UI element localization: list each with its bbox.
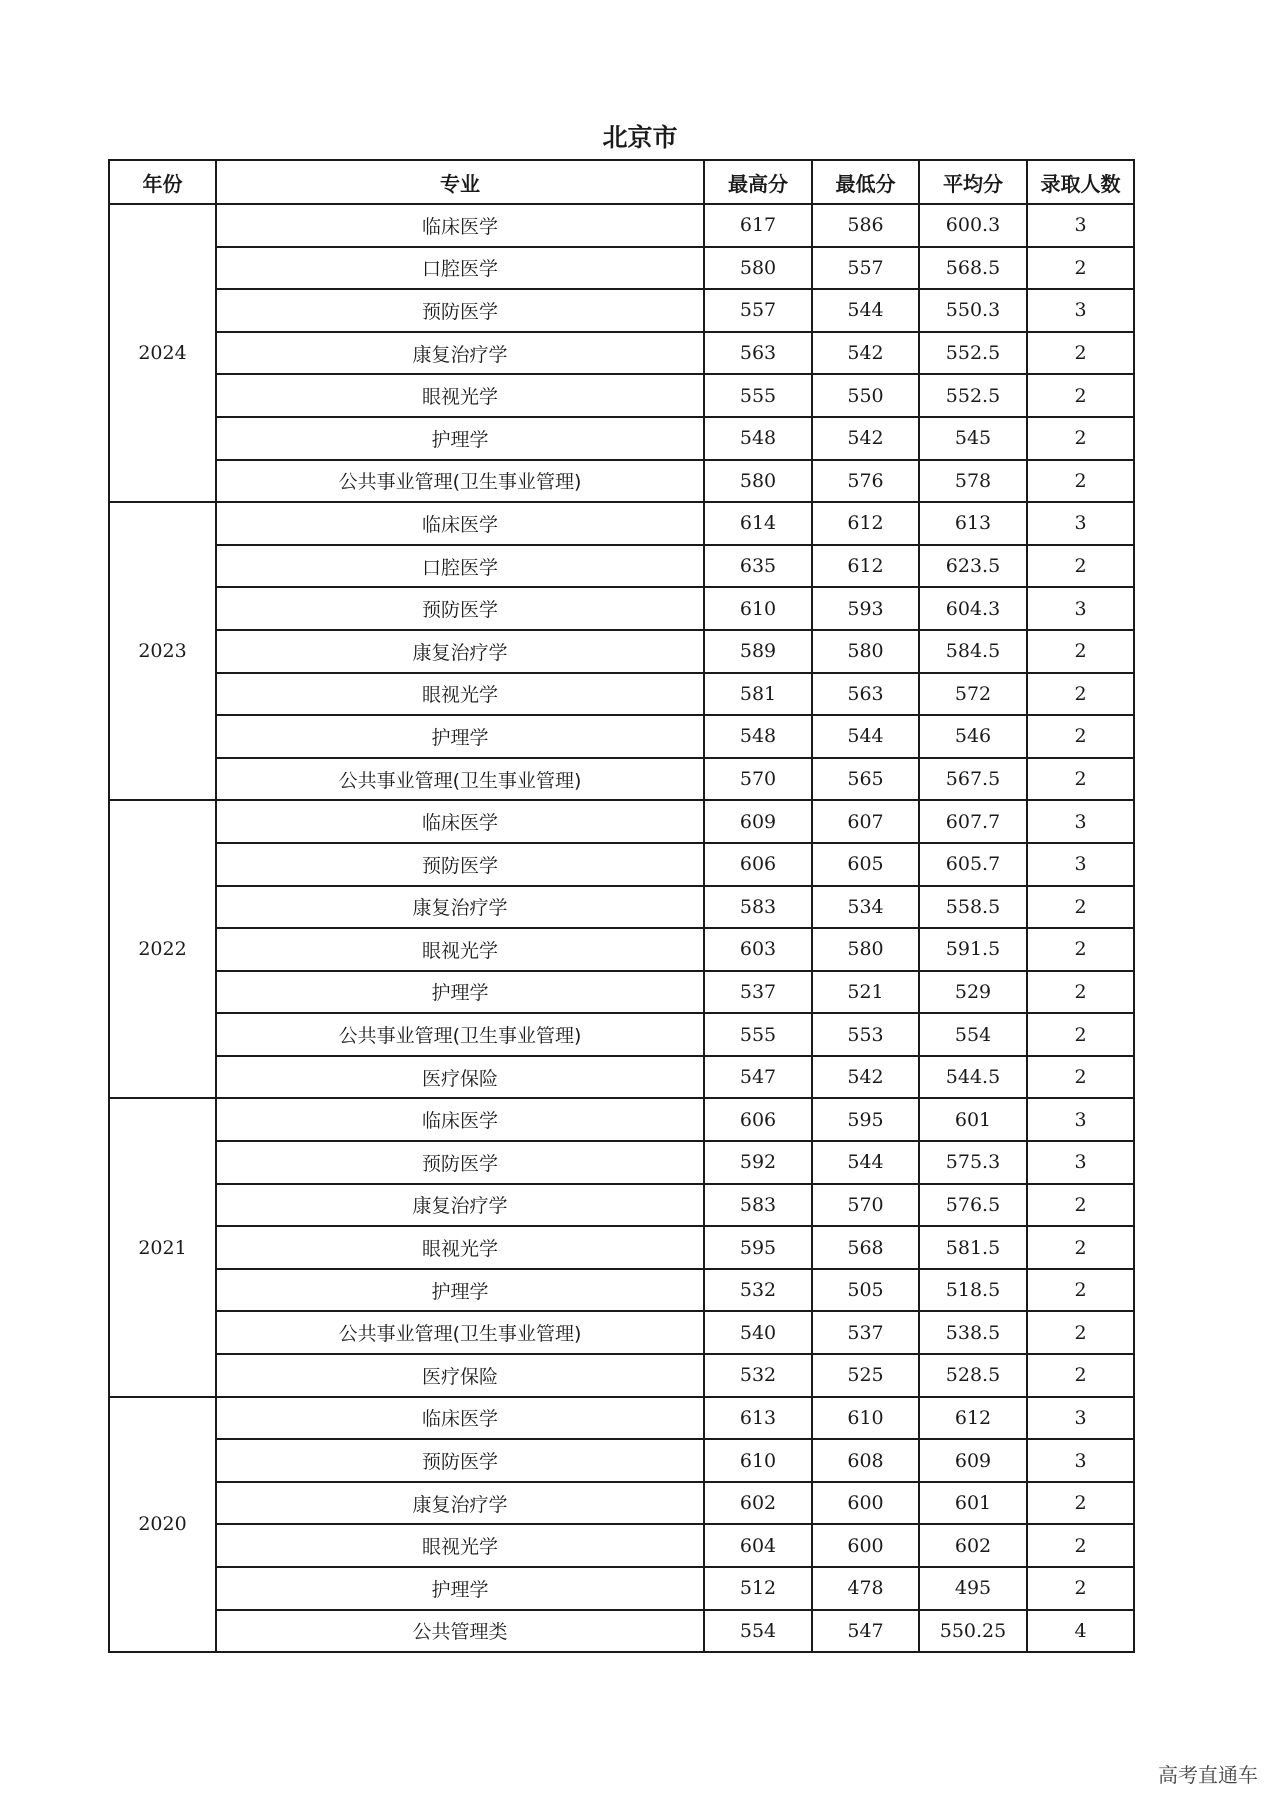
cell-avg-score: 601 <box>919 1482 1027 1525</box>
cell-avg-score: 612 <box>919 1397 1027 1440</box>
table-row <box>109 928 1134 971</box>
page-title: 北京市 <box>602 123 678 152</box>
cell-avg-score: 495 <box>919 1567 1027 1610</box>
table-row <box>109 332 1134 375</box>
cell-max-score: 548 <box>704 417 812 460</box>
cell-year: 2021 <box>109 1098 216 1396</box>
cell-major: 眼视光学 <box>216 1226 704 1269</box>
cell-major: 眼视光学 <box>216 928 704 971</box>
cell-major: 预防医学 <box>216 843 704 886</box>
cell-admitted-count: 2 <box>1027 1013 1134 1056</box>
cell-major: 公共事业管理(卫生事业管理) <box>216 1311 704 1354</box>
cell-avg-score: 609 <box>919 1439 1027 1482</box>
cell-admitted-count: 2 <box>1027 630 1134 673</box>
cell-min-score: 534 <box>812 886 919 929</box>
cell-admitted-count: 2 <box>1027 1482 1134 1525</box>
cell-max-score: 580 <box>704 460 812 503</box>
cell-admitted-count: 3 <box>1027 800 1134 843</box>
cell-max-score: 555 <box>704 374 812 417</box>
cell-avg-score: 591.5 <box>919 928 1027 971</box>
cell-major: 公共管理类 <box>216 1610 704 1653</box>
cell-min-score: 542 <box>812 417 919 460</box>
cell-year: 2020 <box>109 1397 216 1653</box>
table-row <box>109 1567 1134 1610</box>
cell-admitted-count: 3 <box>1027 843 1134 886</box>
cell-admitted-count: 3 <box>1027 502 1134 545</box>
cell-avg-score: 544.5 <box>919 1056 1027 1099</box>
cell-admitted-count: 2 <box>1027 417 1134 460</box>
cell-max-score: 580 <box>704 247 812 290</box>
cell-major: 康复治疗学 <box>216 630 704 673</box>
table-row <box>109 587 1134 630</box>
cell-min-score: 565 <box>812 758 919 801</box>
cell-admitted-count: 2 <box>1027 1354 1134 1397</box>
cell-admitted-count: 4 <box>1027 1610 1134 1653</box>
cell-year: 2024 <box>109 204 216 502</box>
cell-max-score: 603 <box>704 928 812 971</box>
table-row <box>109 1098 1134 1141</box>
cell-year: 2022 <box>109 800 216 1098</box>
cell-major: 公共事业管理(卫生事业管理) <box>216 460 704 503</box>
cell-avg-score: 558.5 <box>919 886 1027 929</box>
header-row <box>109 160 1134 204</box>
cell-min-score: 550 <box>812 374 919 417</box>
cell-max-score: 610 <box>704 587 812 630</box>
cell-max-score: 614 <box>704 502 812 545</box>
table-row <box>109 843 1134 886</box>
cell-major: 预防医学 <box>216 587 704 630</box>
cell-admitted-count: 2 <box>1027 374 1134 417</box>
cell-avg-score: 581.5 <box>919 1226 1027 1269</box>
header-min-score: 最低分 <box>812 160 919 204</box>
cell-admitted-count: 2 <box>1027 1567 1134 1610</box>
cell-admitted-count: 2 <box>1027 1524 1134 1567</box>
cell-max-score: 604 <box>704 1524 812 1567</box>
cell-major: 临床医学 <box>216 1397 704 1440</box>
table-row <box>109 673 1134 716</box>
cell-major: 眼视光学 <box>216 673 704 716</box>
cell-min-score: 600 <box>812 1524 919 1567</box>
header-year: 年份 <box>109 160 216 204</box>
cell-avg-score: 546 <box>919 715 1027 758</box>
cell-max-score: 583 <box>704 886 812 929</box>
cell-avg-score: 604.3 <box>919 587 1027 630</box>
table-row <box>109 502 1134 545</box>
cell-max-score: 592 <box>704 1141 812 1184</box>
cell-max-score: 532 <box>704 1354 812 1397</box>
cell-min-score: 521 <box>812 971 919 1014</box>
table-row <box>109 1482 1134 1525</box>
cell-max-score: 557 <box>704 289 812 332</box>
cell-min-score: 586 <box>812 204 919 247</box>
header-max-score: 最高分 <box>704 160 812 204</box>
cell-admitted-count: 3 <box>1027 1098 1134 1141</box>
cell-admitted-count: 3 <box>1027 1397 1134 1440</box>
table-row <box>109 1610 1134 1653</box>
table-row <box>109 1311 1134 1354</box>
cell-min-score: 505 <box>812 1269 919 1312</box>
table-row <box>109 800 1134 843</box>
cell-major: 护理学 <box>216 1567 704 1610</box>
table-row <box>109 204 1134 247</box>
cell-admitted-count: 2 <box>1027 971 1134 1014</box>
header-avg-score: 平均分 <box>919 160 1027 204</box>
table-row <box>109 289 1134 332</box>
table-row <box>109 545 1134 588</box>
cell-major: 口腔医学 <box>216 545 704 588</box>
cell-major: 康复治疗学 <box>216 886 704 929</box>
cell-avg-score: 528.5 <box>919 1354 1027 1397</box>
cell-min-score: 576 <box>812 460 919 503</box>
cell-max-score: 512 <box>704 1567 812 1610</box>
table-header <box>109 160 1134 204</box>
cell-min-score: 568 <box>812 1226 919 1269</box>
cell-avg-score: 600.3 <box>919 204 1027 247</box>
cell-admitted-count: 2 <box>1027 1226 1134 1269</box>
cell-admitted-count: 2 <box>1027 247 1134 290</box>
table-row <box>109 1226 1134 1269</box>
watermark-text: 高考直通车 <box>1158 1763 1258 1787</box>
table-row <box>109 374 1134 417</box>
cell-avg-score: 602 <box>919 1524 1027 1567</box>
cell-max-score: 595 <box>704 1226 812 1269</box>
cell-max-score: 532 <box>704 1269 812 1312</box>
cell-admitted-count: 3 <box>1027 204 1134 247</box>
cell-avg-score: 550.3 <box>919 289 1027 332</box>
header-admitted-count: 录取人数 <box>1027 160 1134 204</box>
table-row <box>109 1056 1134 1099</box>
table-row <box>109 1269 1134 1312</box>
cell-major: 康复治疗学 <box>216 1184 704 1227</box>
table-row <box>109 630 1134 673</box>
cell-admitted-count: 2 <box>1027 1056 1134 1099</box>
cell-major: 护理学 <box>216 715 704 758</box>
cell-admitted-count: 2 <box>1027 673 1134 716</box>
cell-min-score: 580 <box>812 630 919 673</box>
cell-avg-score: 552.5 <box>919 374 1027 417</box>
cell-avg-score: 572 <box>919 673 1027 716</box>
cell-min-score: 478 <box>812 1567 919 1610</box>
table-row <box>109 758 1134 801</box>
cell-admitted-count: 2 <box>1027 1269 1134 1312</box>
cell-min-score: 557 <box>812 247 919 290</box>
cell-avg-score: 584.5 <box>919 630 1027 673</box>
header-major: 专业 <box>216 160 704 204</box>
table-body <box>109 204 1134 1652</box>
cell-major: 康复治疗学 <box>216 332 704 375</box>
table-row <box>109 1013 1134 1056</box>
cell-admitted-count: 2 <box>1027 1184 1134 1227</box>
cell-min-score: 537 <box>812 1311 919 1354</box>
cell-avg-score: 550.25 <box>919 1610 1027 1653</box>
cell-year: 2023 <box>109 502 216 800</box>
cell-max-score: 581 <box>704 673 812 716</box>
cell-avg-score: 567.5 <box>919 758 1027 801</box>
cell-avg-score: 607.7 <box>919 800 1027 843</box>
cell-min-score: 544 <box>812 1141 919 1184</box>
cell-max-score: 554 <box>704 1610 812 1653</box>
cell-min-score: 595 <box>812 1098 919 1141</box>
cell-max-score: 540 <box>704 1311 812 1354</box>
cell-avg-score: 529 <box>919 971 1027 1014</box>
cell-min-score: 580 <box>812 928 919 971</box>
cell-max-score: 613 <box>704 1397 812 1440</box>
cell-min-score: 570 <box>812 1184 919 1227</box>
cell-admitted-count: 3 <box>1027 289 1134 332</box>
cell-min-score: 605 <box>812 843 919 886</box>
cell-avg-score: 518.5 <box>919 1269 1027 1312</box>
cell-major: 护理学 <box>216 417 704 460</box>
cell-admitted-count: 2 <box>1027 545 1134 588</box>
cell-major: 医疗保险 <box>216 1056 704 1099</box>
cell-max-score: 547 <box>704 1056 812 1099</box>
table-row <box>109 1524 1134 1567</box>
cell-avg-score: 578 <box>919 460 1027 503</box>
cell-max-score: 589 <box>704 630 812 673</box>
cell-admitted-count: 2 <box>1027 758 1134 801</box>
table-row <box>109 971 1134 1014</box>
cell-max-score: 609 <box>704 800 812 843</box>
cell-min-score: 600 <box>812 1482 919 1525</box>
cell-max-score: 606 <box>704 843 812 886</box>
cell-max-score: 563 <box>704 332 812 375</box>
cell-min-score: 612 <box>812 502 919 545</box>
cell-max-score: 570 <box>704 758 812 801</box>
cell-min-score: 544 <box>812 289 919 332</box>
table-row <box>109 715 1134 758</box>
cell-avg-score: 605.7 <box>919 843 1027 886</box>
cell-admitted-count: 3 <box>1027 587 1134 630</box>
table-row <box>109 1141 1134 1184</box>
cell-max-score: 606 <box>704 1098 812 1141</box>
cell-avg-score: 623.5 <box>919 545 1027 588</box>
cell-major: 护理学 <box>216 1269 704 1312</box>
cell-min-score: 593 <box>812 587 919 630</box>
cell-major: 护理学 <box>216 971 704 1014</box>
cell-major: 预防医学 <box>216 1141 704 1184</box>
cell-admitted-count: 2 <box>1027 928 1134 971</box>
cell-major: 眼视光学 <box>216 374 704 417</box>
cell-major: 预防医学 <box>216 1439 704 1482</box>
table-row <box>109 886 1134 929</box>
cell-major: 眼视光学 <box>216 1524 704 1567</box>
table-row <box>109 460 1134 503</box>
cell-major: 临床医学 <box>216 1098 704 1141</box>
table-row <box>109 247 1134 290</box>
cell-avg-score: 545 <box>919 417 1027 460</box>
cell-min-score: 542 <box>812 332 919 375</box>
cell-avg-score: 601 <box>919 1098 1027 1141</box>
cell-admitted-count: 2 <box>1027 460 1134 503</box>
cell-avg-score: 568.5 <box>919 247 1027 290</box>
cell-min-score: 542 <box>812 1056 919 1099</box>
cell-admitted-count: 2 <box>1027 715 1134 758</box>
cell-avg-score: 552.5 <box>919 332 1027 375</box>
cell-major: 临床医学 <box>216 204 704 247</box>
cell-admitted-count: 2 <box>1027 332 1134 375</box>
cell-major: 康复治疗学 <box>216 1482 704 1525</box>
cell-max-score: 583 <box>704 1184 812 1227</box>
cell-max-score: 610 <box>704 1439 812 1482</box>
cell-admitted-count: 3 <box>1027 1141 1134 1184</box>
cell-min-score: 547 <box>812 1610 919 1653</box>
cell-avg-score: 554 <box>919 1013 1027 1056</box>
cell-admitted-count: 3 <box>1027 1439 1134 1482</box>
cell-max-score: 548 <box>704 715 812 758</box>
admission-score-table <box>108 159 1135 1653</box>
cell-avg-score: 613 <box>919 502 1027 545</box>
cell-avg-score: 575.3 <box>919 1141 1027 1184</box>
cell-min-score: 553 <box>812 1013 919 1056</box>
table-row <box>109 1439 1134 1482</box>
cell-avg-score: 576.5 <box>919 1184 1027 1227</box>
cell-major: 预防医学 <box>216 289 704 332</box>
cell-min-score: 612 <box>812 545 919 588</box>
cell-max-score: 555 <box>704 1013 812 1056</box>
cell-min-score: 544 <box>812 715 919 758</box>
cell-avg-score: 538.5 <box>919 1311 1027 1354</box>
cell-max-score: 617 <box>704 204 812 247</box>
cell-max-score: 635 <box>704 545 812 588</box>
cell-major: 公共事业管理(卫生事业管理) <box>216 1013 704 1056</box>
cell-max-score: 537 <box>704 971 812 1014</box>
cell-admitted-count: 2 <box>1027 886 1134 929</box>
cell-min-score: 607 <box>812 800 919 843</box>
table-row <box>109 1184 1134 1227</box>
table-row <box>109 1397 1134 1440</box>
cell-major: 临床医学 <box>216 502 704 545</box>
cell-min-score: 610 <box>812 1397 919 1440</box>
cell-admitted-count: 2 <box>1027 1311 1134 1354</box>
cell-major: 公共事业管理(卫生事业管理) <box>216 758 704 801</box>
table-row <box>109 417 1134 460</box>
cell-min-score: 563 <box>812 673 919 716</box>
table-row <box>109 1354 1134 1397</box>
cell-min-score: 608 <box>812 1439 919 1482</box>
cell-major: 医疗保险 <box>216 1354 704 1397</box>
cell-major: 临床医学 <box>216 800 704 843</box>
cell-max-score: 602 <box>704 1482 812 1525</box>
cell-major: 口腔医学 <box>216 247 704 290</box>
cell-min-score: 525 <box>812 1354 919 1397</box>
